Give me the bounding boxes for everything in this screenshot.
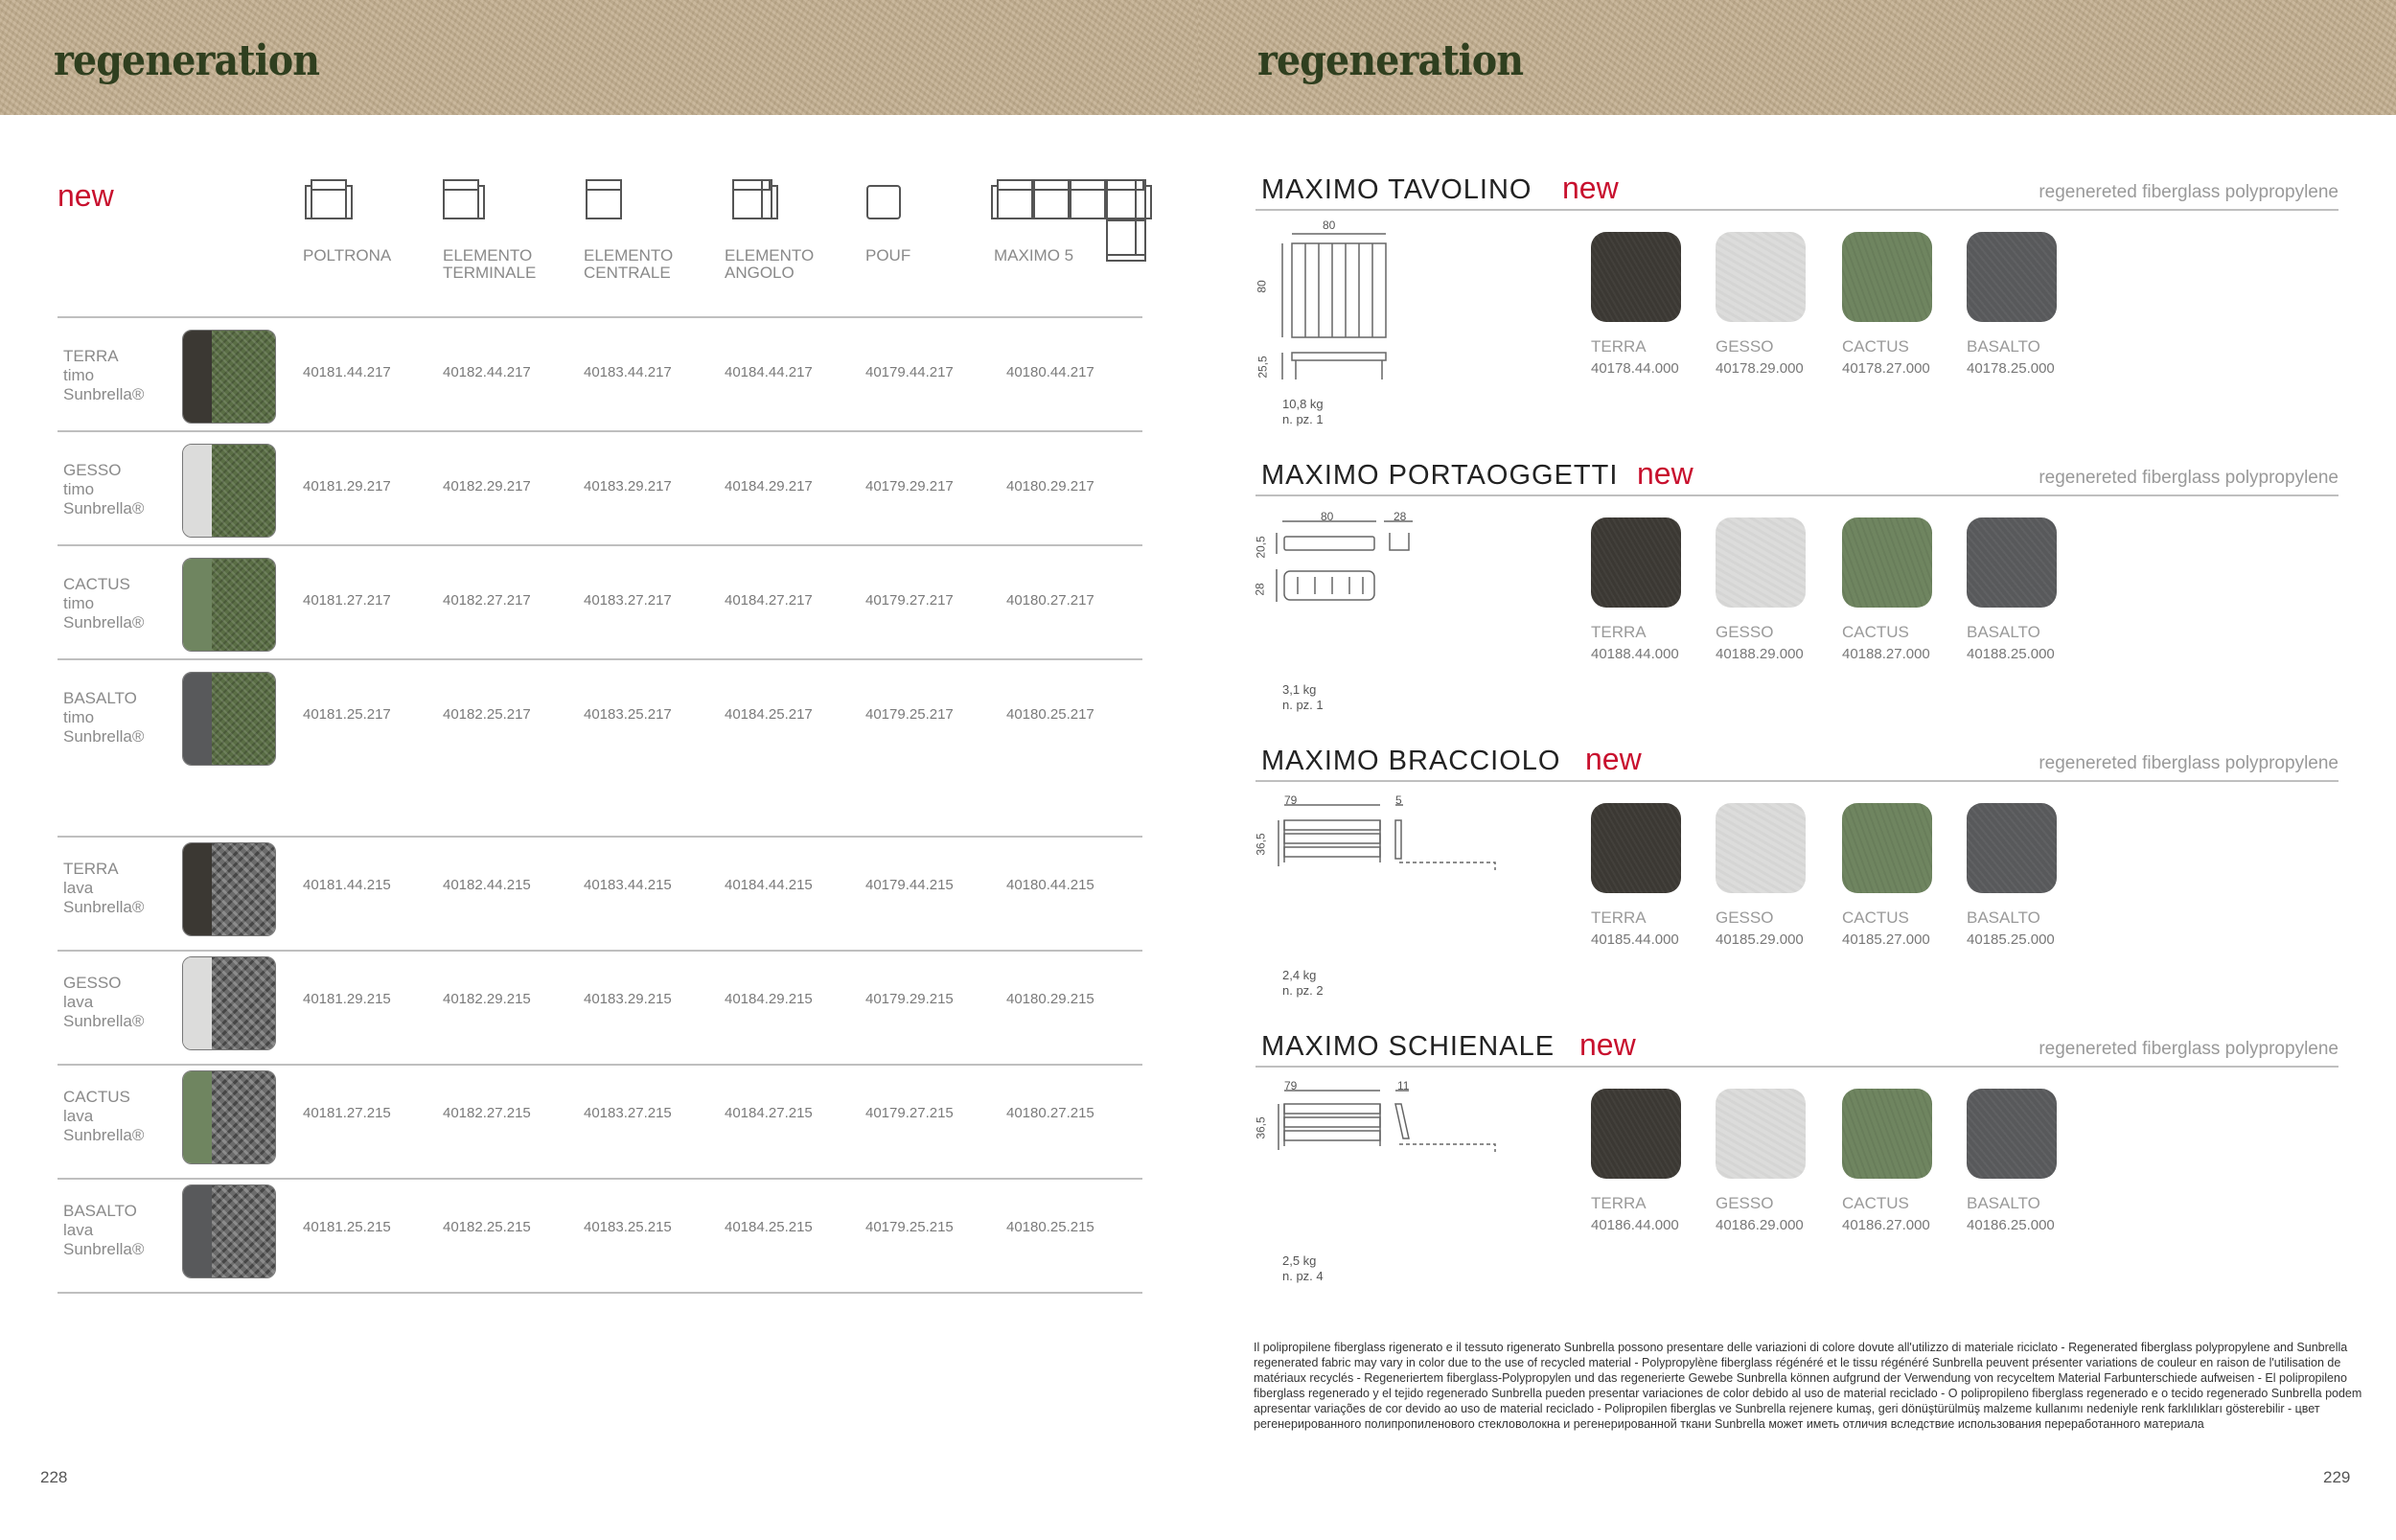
finish-name: GESSO: [1716, 908, 1774, 927]
product-code: 40179.29.215: [865, 991, 954, 1007]
finish-swatch-cactus: [1842, 1089, 1932, 1179]
row-divider: [58, 950, 1142, 952]
new-label: new: [1579, 1027, 1636, 1062]
fabric-swatch: [212, 1071, 275, 1163]
product-code: 40182.25.215: [443, 1219, 531, 1235]
material-label: regenereted fiberglass polypropylene: [2039, 182, 2338, 202]
new-label: new: [58, 178, 114, 213]
column-header-elemento-terminale: ELEMENTO TERMINALE: [443, 246, 537, 282]
weight-value: 10,8 kg: [1282, 397, 1324, 411]
product-title: MAXIMO BRACCIOLO: [1261, 746, 1561, 776]
new-label: new: [1637, 456, 1693, 491]
tavolino-dim-depth: 80: [1255, 280, 1269, 293]
fabric-swatch: [212, 957, 275, 1049]
elemento-angolo-icon: [732, 177, 778, 221]
product-title: MAXIMO TAVOLINO: [1261, 174, 1532, 205]
finish-swatch: [182, 558, 276, 652]
finish-code: 40186.25.000: [1967, 1217, 2055, 1233]
product-code: 40182.27.215: [443, 1105, 531, 1121]
finish-code: 40186.29.000: [1716, 1217, 1804, 1233]
finish-swatch-gesso: [1716, 232, 1806, 322]
product-code: 40184.27.215: [725, 1105, 813, 1121]
finish-code: 40178.27.000: [1842, 360, 1930, 377]
finish-name: CACTUS: [1842, 1194, 1909, 1212]
portaoggetti-drawing: [1253, 516, 1447, 611]
new-label: new: [1562, 171, 1619, 205]
finish-swatch: [182, 444, 276, 538]
row-label: GESSO lava Sunbrella®: [63, 974, 145, 1030]
finish-name: TERRA: [1591, 623, 1647, 641]
product-code: 40180.44.215: [1006, 877, 1094, 893]
product-code: 40180.44.217: [1006, 364, 1094, 380]
fabric-swatch: [212, 445, 275, 537]
poltrona-icon: [305, 177, 353, 221]
row-divider: [58, 1064, 1142, 1066]
page-number-right: 229: [2323, 1468, 2351, 1486]
row-label: CACTUS timo Sunbrella®: [63, 575, 145, 632]
pieces-value: n. pz. 4: [1282, 1269, 1324, 1283]
finish-code: 40185.25.000: [1967, 931, 2055, 948]
finish-swatch-terra: [1591, 1089, 1681, 1179]
finish-swatch: [182, 672, 276, 766]
finish-code: 40186.27.000: [1842, 1217, 1930, 1233]
finish-swatch: [182, 330, 276, 424]
weight-value: 3,1 kg: [1282, 682, 1317, 697]
product-code: 40182.27.217: [443, 592, 531, 609]
finish-name: GESSO: [1716, 337, 1774, 356]
product-code: 40182.29.215: [443, 991, 531, 1007]
frame-color-swatch: [183, 1071, 212, 1163]
brand-logo-right: regeneration: [1257, 36, 1524, 85]
weight-value: 2,5 kg: [1282, 1253, 1317, 1268]
pieces-value: n. pz. 2: [1282, 983, 1324, 998]
row-divider: [58, 1292, 1142, 1294]
product-code: 40183.25.215: [584, 1219, 672, 1235]
product-code: 40180.29.217: [1006, 478, 1094, 494]
finish-code: 40185.27.000: [1842, 931, 1930, 948]
finish-swatch-basalto: [1967, 517, 2057, 608]
row-label: GESSO timo Sunbrella®: [63, 461, 145, 517]
product-code: 40182.29.217: [443, 478, 531, 494]
bracciolo-dim-height: 36,5: [1254, 833, 1268, 856]
section-divider: [1256, 209, 2338, 211]
section-divider: [1256, 1066, 2338, 1068]
column-header-elemento-angolo: ELEMENTO ANGOLO: [725, 246, 815, 282]
column-header-poltrona: POLTRONA: [303, 246, 392, 264]
portaoggetti-dim-width: 80: [1321, 510, 1334, 523]
row-label: BASALTO timo Sunbrella®: [63, 689, 145, 746]
finish-code: 40188.44.000: [1591, 646, 1679, 662]
schienale-dim-height: 36,5: [1254, 1116, 1268, 1139]
weight-info: [1282, 682, 1324, 713]
row-label: CACTUS lava Sunbrella®: [63, 1088, 145, 1144]
product-code: 40182.25.217: [443, 706, 531, 723]
product-title: MAXIMO SCHIENALE: [1261, 1031, 1555, 1062]
product-code: 40180.27.215: [1006, 1105, 1094, 1121]
bracciolo-dim-depth: 5: [1395, 793, 1402, 807]
fabric-swatch: [212, 331, 275, 423]
product-title: MAXIMO PORTAOGGETTI: [1261, 460, 1619, 491]
pieces-value: n. pz. 1: [1282, 412, 1324, 426]
row-divider: [58, 836, 1142, 838]
row-divider: [58, 658, 1142, 660]
product-code: 40181.29.215: [303, 991, 391, 1007]
finish-name: GESSO: [1716, 623, 1774, 641]
product-code: 40179.27.215: [865, 1105, 954, 1121]
weight-info: [1282, 968, 1324, 999]
fabric-swatch: [212, 1185, 275, 1277]
row-divider: [58, 544, 1142, 546]
finish-name: GESSO: [1716, 1194, 1774, 1212]
product-code: 40183.25.217: [584, 706, 672, 723]
schienale-dim-depth: 11: [1397, 1079, 1410, 1092]
finish-name: CACTUS: [1842, 623, 1909, 641]
product-code: 40181.27.215: [303, 1105, 391, 1121]
weight-value: 2,4 kg: [1282, 968, 1317, 982]
finish-code: 40186.44.000: [1591, 1217, 1679, 1233]
elemento-centrale-icon: [585, 177, 623, 221]
product-code: 40184.44.215: [725, 877, 813, 893]
product-code: 40181.44.217: [303, 364, 391, 380]
finish-name: TERRA: [1591, 1194, 1647, 1212]
finish-swatch-basalto: [1967, 1089, 2057, 1179]
finish-swatch-cactus: [1842, 803, 1932, 893]
product-code: 40182.44.215: [443, 877, 531, 893]
brand-logo-left: regeneration: [54, 36, 320, 85]
section-divider: [1256, 494, 2338, 496]
portaoggetti-dim-depth: 28: [1394, 510, 1407, 523]
portaoggetti-dim-height: 20,5: [1254, 536, 1268, 559]
product-code: 40183.27.215: [584, 1105, 672, 1121]
product-code: 40181.27.217: [303, 592, 391, 609]
product-code: 40180.25.217: [1006, 706, 1094, 723]
finish-code: 40188.25.000: [1967, 646, 2055, 662]
product-code: 40180.25.215: [1006, 1219, 1094, 1235]
product-code: 40184.29.215: [725, 991, 813, 1007]
finish-swatch-basalto: [1967, 232, 2057, 322]
pouf-icon: [864, 177, 903, 221]
product-code: 40181.44.215: [303, 877, 391, 893]
tavolino-drawing: [1256, 222, 1409, 385]
product-code: 40183.44.217: [584, 364, 672, 380]
row-divider: [58, 430, 1142, 432]
tavolino-dim-width: 80: [1323, 218, 1336, 232]
product-code: 40184.29.217: [725, 478, 813, 494]
finish-swatch-terra: [1591, 517, 1681, 608]
product-code: 40181.29.217: [303, 478, 391, 494]
finish-swatch-cactus: [1842, 517, 1932, 608]
finish-swatch: [182, 842, 276, 936]
column-header-elemento-centrale: ELEMENTO CENTRALE: [584, 246, 674, 282]
fabric-swatch: [212, 559, 275, 651]
product-code: 40179.44.215: [865, 877, 954, 893]
portaoggetti-dim-height-2: 28: [1253, 583, 1267, 596]
product-code: 40183.29.215: [584, 991, 672, 1007]
material-label: regenereted fiberglass polypropylene: [2039, 1039, 2338, 1059]
material-label: regenereted fiberglass polypropylene: [2039, 468, 2338, 488]
finish-swatch-terra: [1591, 232, 1681, 322]
column-header-maximo-5: MAXIMO 5: [994, 246, 1074, 264]
finish-swatch-terra: [1591, 803, 1681, 893]
frame-color-swatch: [183, 445, 212, 537]
finish-name: BASALTO: [1967, 623, 2040, 641]
finish-swatch: [182, 1070, 276, 1164]
product-code: 40180.29.215: [1006, 991, 1094, 1007]
finish-name: CACTUS: [1842, 908, 1909, 927]
fabric-swatch: [212, 673, 275, 765]
new-label: new: [1585, 742, 1642, 776]
column-header-pouf: POUF: [865, 246, 911, 264]
product-code: 40184.25.215: [725, 1219, 813, 1235]
finish-swatch-gesso: [1716, 1089, 1806, 1179]
product-code: 40179.44.217: [865, 364, 954, 380]
weight-info: [1282, 1253, 1324, 1284]
frame-color-swatch: [183, 331, 212, 423]
finish-code: 40185.29.000: [1716, 931, 1804, 948]
finish-name: CACTUS: [1842, 337, 1909, 356]
row-divider: [58, 316, 1142, 318]
product-code: 40179.25.215: [865, 1219, 954, 1235]
product-code: 40179.25.217: [865, 706, 954, 723]
finish-name: TERRA: [1591, 908, 1647, 927]
finish-code: 40178.29.000: [1716, 360, 1804, 377]
pieces-value: n. pz. 1: [1282, 698, 1324, 712]
product-code: 40183.27.217: [584, 592, 672, 609]
disclaimer-text: Il polipropilene fiberglass rigenerato e il tessuto rigenerato Sunbrella possono presentare delle variazioni di colore dovute all'utilizzo di materiale riciclato - Regenerated fiberglass polypropylene and Sunbrella regenerated fabric may vary in color due to the use of recycled material - Polypropylène fiberglass régénéré et le tissu régénéré Sunbrella peuvent présenter variations de couleur en raison de l'utilisation de matériaux recyclés - Regeneriertem fiberglass-Polypropylen und das regenerierte Gewebe Sunbrella können aufgrund der Verwendung von recyceltem Material Farbunterschiede aufweisen - El polipropileno fiberglass regenerado y el tejido regenerado Sunbrella pueden presentar variaciones de color debido al uso de material reciclado - O polipropileno fiberglass regenerado e o tecido regenerado Sunbrella podem apresentar variações de cor devido ao uso de material reciclado - Polipropilen fiberglas ve Sunbrella rejenere kumaş, geri dönüştürülmüş malzeme kullanımı nedeniyle renk farklılıkları gösterebilir - цвет регенерированного полипропиленового стекловолокна и регенерированной ткани Sunbrella может иметь отличия вследствие использования переработанного материала: [1254, 1341, 2362, 1431]
finish-swatch: [182, 956, 276, 1050]
product-code: 40183.29.217: [584, 478, 672, 494]
schienale-drawing: [1256, 1085, 1505, 1181]
elemento-terminale-icon: [443, 177, 487, 221]
product-code: 40179.29.217: [865, 478, 954, 494]
product-code: 40184.27.217: [725, 592, 813, 609]
finish-code: 40178.44.000: [1591, 360, 1679, 377]
finish-swatch-gesso: [1716, 803, 1806, 893]
product-code: 40181.25.217: [303, 706, 391, 723]
bracciolo-drawing: [1256, 799, 1505, 895]
finish-swatch: [182, 1184, 276, 1278]
weight-info: [1282, 397, 1324, 427]
bracciolo-dim-width: 79: [1284, 793, 1298, 807]
finish-code: 40185.44.000: [1591, 931, 1679, 948]
finish-name: BASALTO: [1967, 908, 2040, 927]
row-label: BASALTO lava Sunbrella®: [63, 1202, 145, 1258]
finish-code: 40188.27.000: [1842, 646, 1930, 662]
product-code: 40182.44.217: [443, 364, 531, 380]
material-label: regenereted fiberglass polypropylene: [2039, 753, 2338, 773]
frame-color-swatch: [183, 843, 212, 935]
schienale-dim-width: 79: [1284, 1079, 1298, 1092]
frame-color-swatch: [183, 559, 212, 651]
finish-code: 40188.29.000: [1716, 646, 1804, 662]
frame-color-swatch: [183, 957, 212, 1049]
finish-name: BASALTO: [1967, 337, 2040, 356]
row-label: TERRA timo Sunbrella®: [63, 347, 145, 403]
finish-code: 40178.25.000: [1967, 360, 2055, 377]
finish-swatch-cactus: [1842, 232, 1932, 322]
row-label: TERRA lava Sunbrella®: [63, 860, 145, 916]
finish-name: BASALTO: [1967, 1194, 2040, 1212]
product-code: 40184.25.217: [725, 706, 813, 723]
product-code: 40179.27.217: [865, 592, 954, 609]
frame-color-swatch: [183, 673, 212, 765]
finish-name: TERRA: [1591, 337, 1647, 356]
finish-swatch-gesso: [1716, 517, 1806, 608]
fabric-swatch: [212, 843, 275, 935]
product-code: 40184.44.217: [725, 364, 813, 380]
finish-swatch-basalto: [1967, 803, 2057, 893]
tavolino-dim-height: 25,5: [1256, 356, 1270, 379]
row-divider: [58, 1178, 1142, 1180]
page-number-left: 228: [40, 1468, 68, 1486]
product-code: 40183.44.215: [584, 877, 672, 893]
product-code: 40180.27.217: [1006, 592, 1094, 609]
frame-color-swatch: [183, 1185, 212, 1277]
product-code: 40181.25.215: [303, 1219, 391, 1235]
section-divider: [1256, 780, 2338, 782]
